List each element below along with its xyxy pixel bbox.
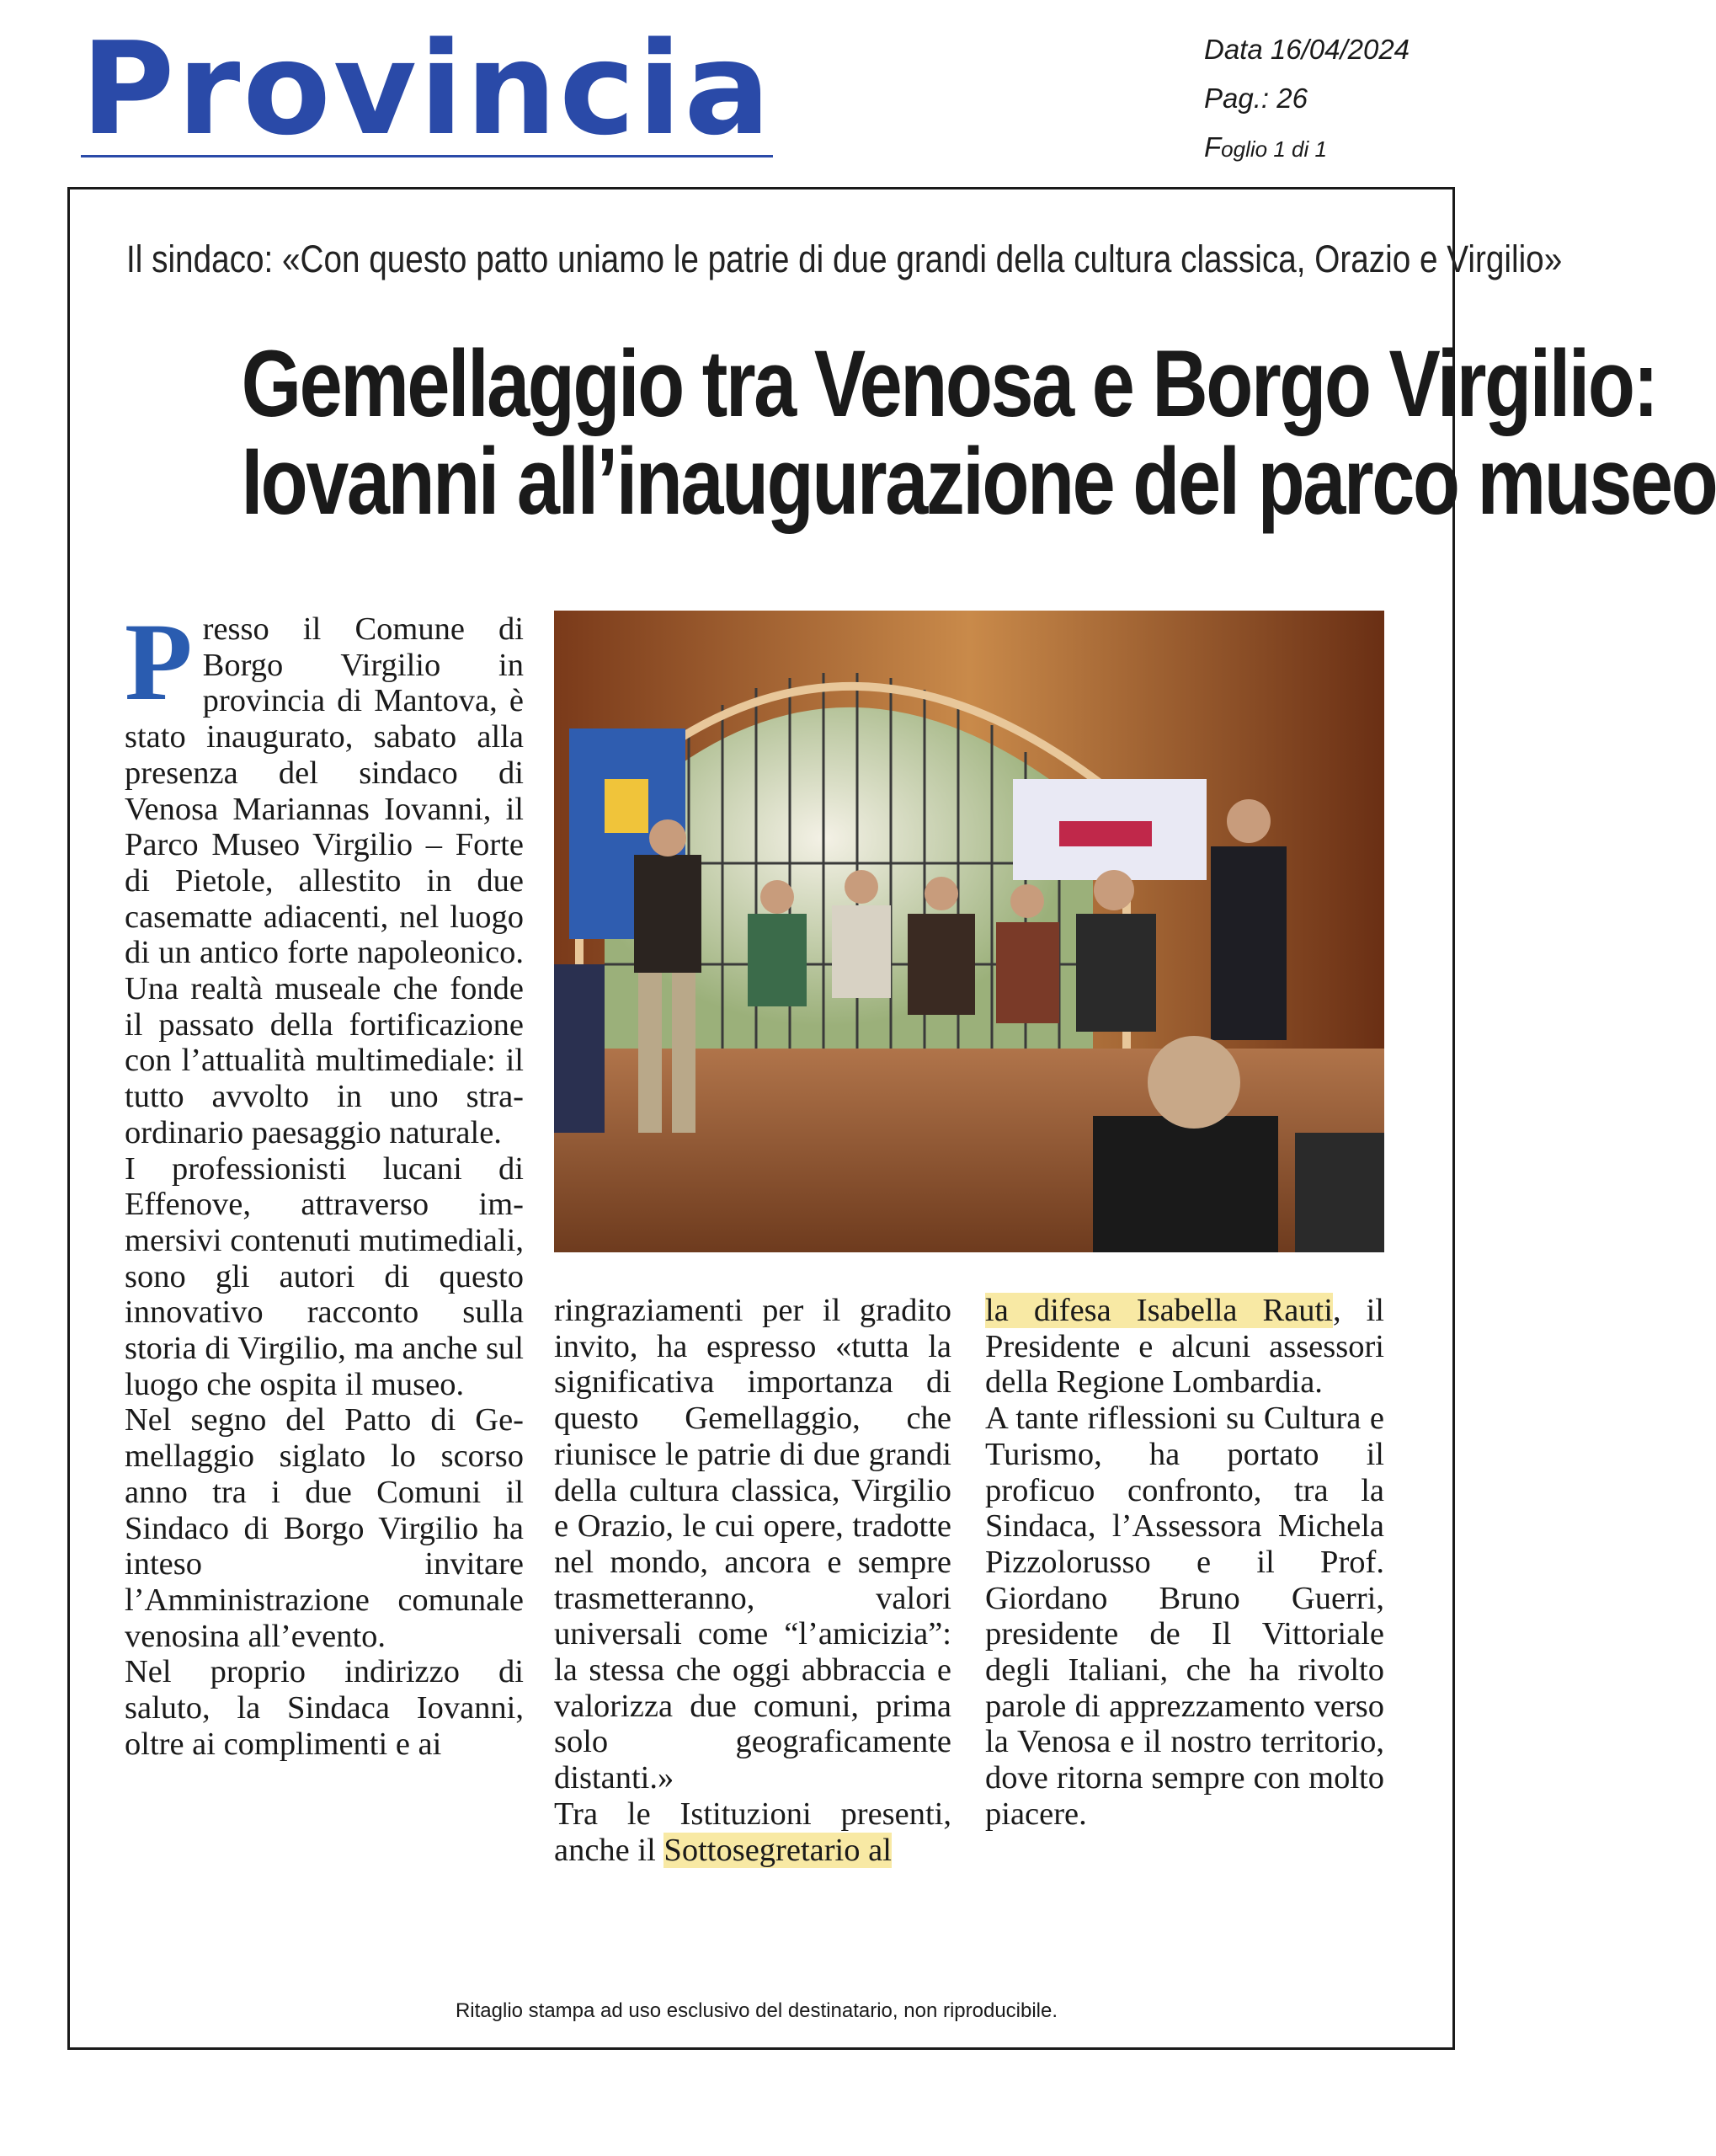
paragraph-text: resso il Comune di Borgo Virgilio in provincia di Mantova, è stato inaugurato, sabato alla presenza del sindaco di Venosa Mariannas Iovanni, il Parco Museo Virgilio – Forte di Pietole, allestito in due casematte adiacenti, nel luogo di un antico forte napoleonico. Una realtà museale che fonde il passato della fortificazione con l’attualità multimediale: il tutto avvolto in uno straordinario paesaggio naturale. [125,611,524,1150]
newspaper-logo: Provincia [81,14,773,163]
reproduction-disclaimer: Ritaglio stampa ad uso esclusivo del destinatario, non riproducibile. [455,1999,1058,2022]
paragraph [554,1796,951,1868]
article-column-2 [554,1293,951,1868]
headline-line-1: Gemellaggio tra Venosa e Borgo Virgilio: [241,331,1657,436]
paragraph-text: , il Presidente e alcuni assessori della Regione Lombardia. [985,1293,1384,1401]
event-photo [554,611,1384,1252]
drop-cap: P [125,600,193,723]
paragraph [125,600,524,1151]
paragraph [985,1293,1384,1401]
paragraph: I professionisti lucani di Effenove, attraverso immersivi contenuti mutimediali, sono gli autori di questo innovativo racconto sulla storia di Virgilio, ma anche sul luogo che ospita il museo. [125,1150,524,1402]
highlighted-text: la difesa Isabella Rauti [985,1293,1333,1328]
meta-date: Data 16/04/2024 [1204,34,1410,65]
article-kicker: Il sindaco: «Con questo patto uniamo le patrie di due grandi della cultura classica, Orazio e Virgilio» [126,237,1563,280]
paragraph: Nel proprio indirizzo di saluto, la Sindaca Iovanni, oltre ai complimenti e ai [125,1654,524,1762]
event-photo-illustration [554,611,1384,1252]
paragraph: A tante riflessioni su Cultura e Turismo, ha portato il proficuo confronto, tra la Sindaca, l’Assessora Michela Pizzolorusso e il Prof. Giordano Bruno Guerri, presidente de Il Vittoriale degli Italiani, che ha rivolto parole di apprezzamento verso la Venosa e il nostro territorio, dove ritorna sempre con molto piacere. [985,1401,1384,1832]
meta-sheet-rest: oglio 1 di 1 [1221,136,1327,162]
article-headline [125,331,1716,534]
paragraph: ringraziamenti per il gradito invito, ha espresso «tutta la significativa importanza di questo Gemellaggio, che riunisce le patrie di due grandi della cultura classica, Virgilio e Orazio, le cui opere, tradotte nel mondo, ancora e sempre trasmetteranno, valori universali come “l’amicizia”: la stessa che oggi abbraccia e valorizza due comuni, prima solo geograficamente distanti.» [554,1293,951,1796]
headline-line-2: Iovanni all’inaugurazione del parco museo [241,429,1716,534]
meta-sheet [1204,123,1410,173]
meta-page: Pag.: 26 [1204,83,1308,114]
paragraph-text: Tra le Istituzioni presenti, anche il [554,1796,951,1868]
meta-sheet-initial: F [1204,131,1222,163]
highlighted-text: Sottosegretario al [663,1832,892,1868]
paragraph: Nel segno del Patto di Gemellaggio siglato lo scorso anno tra i due Comuni il Sindaco di Borgo Virgilio ha inteso invitare l’Amministrazione comunale venosina all’evento. [125,1402,524,1654]
article-column-1 [125,600,524,1763]
clipping-meta [1204,25,1410,173]
article-column-3 [985,1293,1384,1833]
